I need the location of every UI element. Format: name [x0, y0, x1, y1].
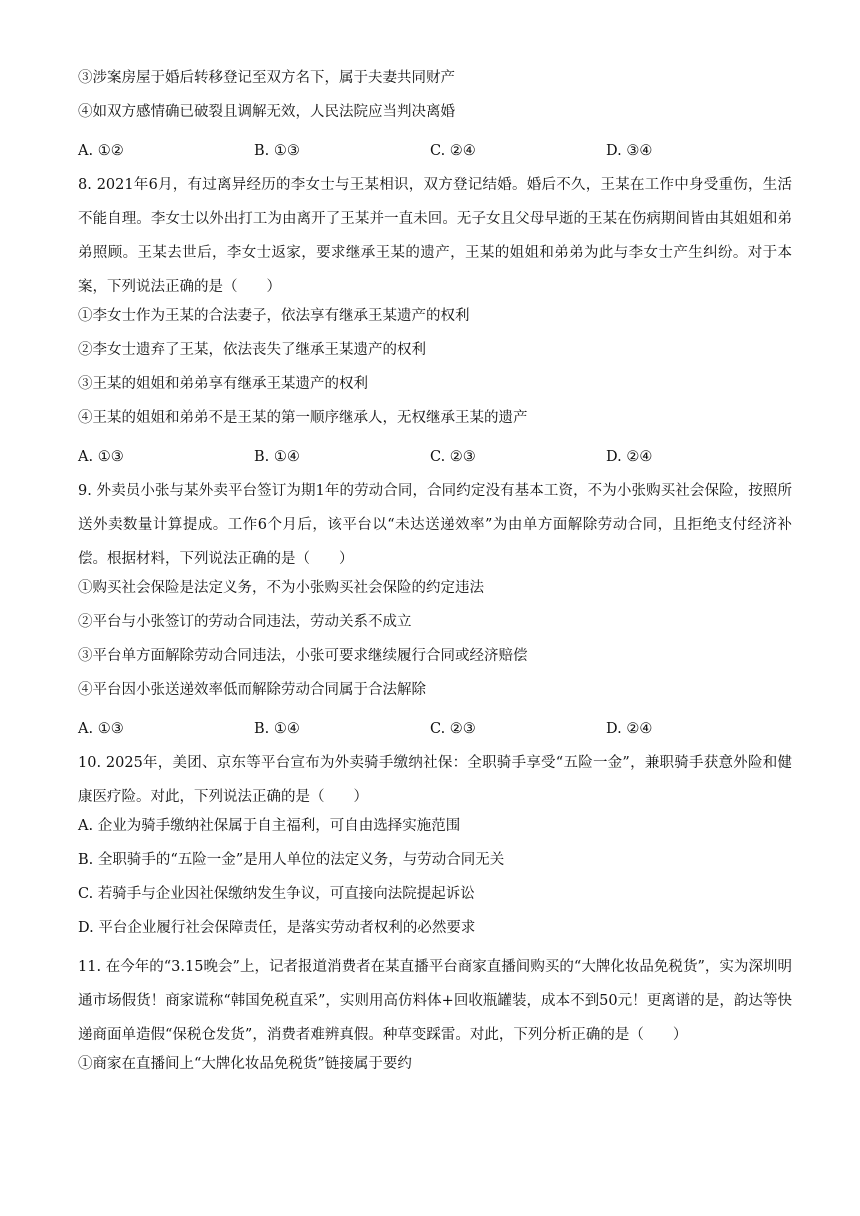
q9-options	[78, 712, 792, 746]
q7-option-d: D. ③④	[606, 143, 653, 159]
q8-item-4: ④王某的姐姐和弟弟不是王某的第一顺序继承人，无权继承王某的遗产	[78, 410, 528, 426]
q9-item-1: ①购买社会保险是法定义务，不为小张购买社会保险的约定违法	[78, 580, 484, 596]
q10-choice-a: A. 企业为骑手缴纳社保属于自主福利，可自由选择实施范围	[78, 818, 461, 834]
q8-item-3: ③王某的姐姐和弟弟享有继承王某遗产的权利	[78, 376, 368, 392]
q11-stem: 11. 在今年的“3.15晚会”上，记者报道消费者在某直播平台商家直播间购买的“大牌化妆品免税货”，实为深圳明通市场假货！商家谎称“韩国免税直采”，实则用高仿料体+回收瓶罐装，成本不到50元！更离谱的是，韵达等快递商面单造假“保税仓发货”，消费者难辨真假。种草变踩雷。对此，下列分析正确的是（ ）	[78, 959, 792, 1043]
q10-choice-d: D. 平台企业履行社会保障责任，是落实劳动者权利的必然要求	[78, 920, 476, 936]
q9-option-c: C. ②③	[430, 721, 476, 737]
q9-item-3: ③平台单方面解除劳动合同违法，小张可要求继续履行合同或经济赔偿	[78, 648, 528, 664]
q8-option-b: B. ①④	[254, 449, 300, 465]
q7-item-4: ④如双方感情确已破裂且调解无效，人民法院应当判决离婚	[78, 104, 455, 120]
q7-option-c: C. ②④	[430, 143, 476, 159]
q8-item-2: ②李女士遗弃了王某，依法丧失了继承王某遗产的权利	[78, 342, 426, 358]
q10-stem: 10. 2025年，美团、京东等平台宣布为外卖骑手缴纳社保：全职骑手享受“五险一金”，兼职骑手获意外险和健康医疗险。对此，下列说法正确的是（ ）	[78, 755, 792, 805]
page-content	[78, 66, 792, 1086]
q9-option-d: D. ②④	[606, 721, 653, 737]
q9-stem: 9. 外卖员小张与某外卖平台签订为期1年的劳动合同，合同约定没有基本工资，不为小张购买社会保险，按照所送外卖数量计算提成。工作6个月后，该平台以“未达送递效率”为由单方面解除劳动合同，且拒绝支付经济补偿。根据材料，下列说法正确的是（ ）	[78, 483, 792, 567]
q9-option-a: A. ①③	[78, 721, 124, 737]
q8-item-1: ①李女士作为王某的合法妻子，依法享有继承王某遗产的权利	[78, 308, 470, 324]
q9-item-4: ④平台因小张送递效率低而解除劳动合同属于合法解除	[78, 682, 426, 698]
q8-stem: 8. 2021年6月，有过离异经历的李女士与王某相识，双方登记结婚。婚后不久，王某在工作中身受重伤，生活不能自理。李女士以外出打工为由离开了王某并一直未回。无子女且父母早逝的王某在伤病期间皆由其姐姐和弟弟照顾。王某去世后，李女士返家，要求继承王某的遗产，王某的姐姐和弟弟为此与李女士产生纠纷。对于本案，下列说法正确的是（ ）	[78, 177, 792, 295]
q10-choice-c: C. 若骑手与企业因社保缴纳发生争议，可直接向法院提起诉讼	[78, 886, 475, 902]
q9-option-b: B. ①④	[254, 721, 300, 737]
q7-option-b: B. ①③	[254, 143, 300, 159]
q7-item-3: ③涉案房屋于婚后转移登记至双方名下，属于夫妻共同财产	[78, 70, 455, 86]
q10-choice-b: B. 全职骑手的“五险一金”是用人单位的法定义务，与劳动合同无关	[78, 852, 505, 868]
q7-option-a: A. ①②	[78, 143, 124, 159]
q8-option-c: C. ②③	[430, 449, 476, 465]
q8-option-d: D. ②④	[606, 449, 653, 465]
q9-item-2: ②平台与小张签订的劳动合同违法，劳动关系不成立	[78, 614, 412, 630]
q8-option-a: A. ①③	[78, 449, 124, 465]
q8-options	[78, 440, 792, 474]
q7-options	[78, 134, 792, 168]
q11-item-1: ①商家在直播间上“大牌化妆品免税货”链接属于要约	[78, 1056, 412, 1072]
